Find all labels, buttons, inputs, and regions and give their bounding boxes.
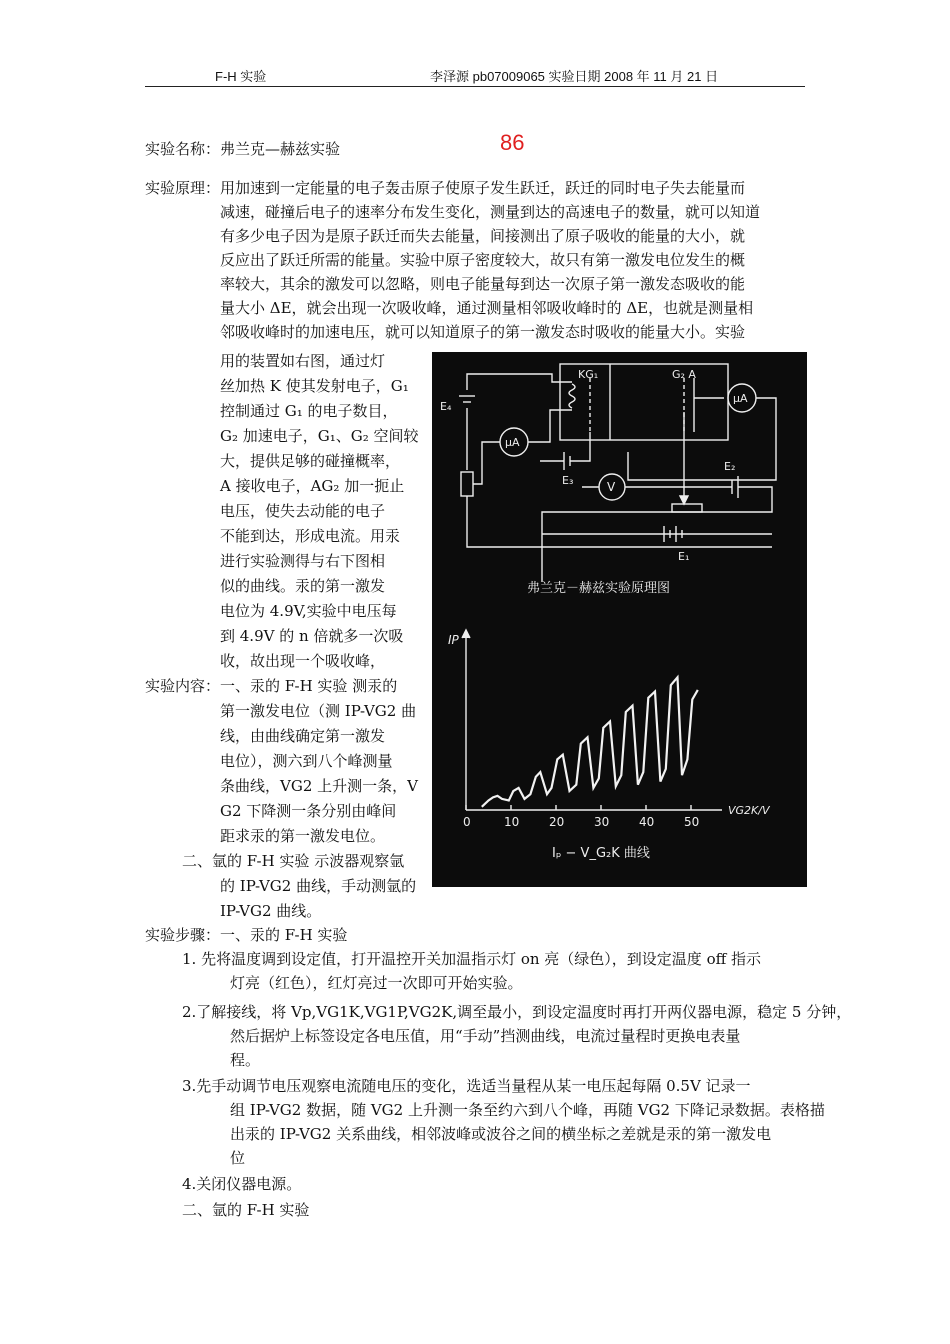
narrow-line-9: 进行实验测得与右下图相	[220, 552, 386, 570]
content-line-6: G2 下降测一条分别由峰间	[220, 802, 397, 820]
content-line-2: 第一激发电位（测 IP-VG2 曲	[220, 702, 417, 720]
wire-bottom	[467, 496, 772, 547]
step-1-line-1: 1. 先将温度调到设定值，打开温控开关加温指示灯 on 亮（绿色），到设定温度 off 指示	[182, 950, 762, 968]
experiment-title: 实验名称：弗兰克—赫兹实验	[145, 140, 341, 158]
filament-coil	[569, 384, 575, 408]
narrow-line-7: 电压，使失去动能的电子	[220, 502, 386, 520]
slider-arrow	[680, 496, 688, 504]
narrow-line-3: 控制通过 G₁ 的电子数目，	[220, 402, 398, 420]
wire-e4-top	[467, 374, 572, 390]
x-tick-label: 50	[684, 815, 700, 829]
step-2-line-3: 程。	[230, 1051, 261, 1069]
meter-v-label: V	[607, 480, 616, 494]
step-3-line-2: 组 IP-VG2 数据，随 VG2 上升测一条至约六到八个峰，再随 VG2 下降记录数据。表格描	[230, 1101, 825, 1119]
x-tick-label: 0	[463, 815, 471, 829]
principle-line-1: 实验原理：用加速到一定能量的电子轰击原子使原子发生跃迁，跃迁的同时电子失去能量而	[145, 179, 746, 197]
meter-anode-label: μA	[733, 392, 748, 405]
slider-resistor	[672, 504, 702, 512]
rheostat	[461, 472, 473, 496]
principle-line-2: 减速，碰撞后电子的速率分布发生变化，测量到达的高速电子的数量，就可以知道	[220, 203, 761, 221]
label-e2: E₂	[724, 460, 736, 473]
step-3-line-3: 出汞的 IP-VG2 关系曲线，相邻波峰或波谷之间的横坐标之差就是汞的第一激发电	[230, 1125, 772, 1143]
content-line-5: 条曲线，VG2 上升测一条，V	[220, 777, 418, 795]
step-1-line-2: 灯亮（红色），红灯亮过一次即可开始实验。	[230, 974, 523, 992]
step-2-line-1: 2.了解接线，将 Vp,VG1K,VG1P,VG2K,调至最小，到设定温度时再打开两仪器电源，稳定 5 分钟，	[182, 1003, 852, 1021]
content-line-1: 实验内容：一、汞的 F-H 实验 测汞的	[145, 677, 398, 695]
x-tick-label: 30	[594, 815, 610, 829]
label-g2a: G₂ A	[672, 368, 696, 381]
circuit-caption: 弗兰克－赫兹实验原理图	[527, 581, 671, 596]
wire-anode-return	[628, 398, 776, 480]
wire-meter-left	[473, 442, 500, 484]
principle-line-5: 率较大，其余的激发可以忽略，则电子能量每到达一次原子第一激发态吸收的能	[220, 275, 746, 293]
narrow-line-8: 不能到达，形成电流。用汞	[220, 527, 401, 545]
narrow-line-1: 用的装置如右图，通过灯	[220, 352, 386, 370]
meter-left-label: μA	[505, 436, 520, 449]
principle-line-4: 反应出了跃迁所需的能量。实验中原子密度较大，故只有第一激发电位发生的概	[220, 251, 746, 269]
score-mark: 86	[500, 130, 525, 155]
content-line-4: 电位），测六到八个峰测量	[220, 752, 393, 770]
step-3-line-1: 3.先手动调节电压观察电流随电压的变化，选适当量程从某一电压起每隔 0.5V 记录一	[182, 1077, 751, 1095]
argon-heading: 二、氩的 F-H 实验	[182, 1201, 310, 1219]
narrow-line-12: 到 4.9V 的 n 倍就多一次吸	[220, 627, 404, 645]
x-tick-label: 10	[504, 815, 520, 829]
narrow-line-5: 大，提供足够的碰撞概率，	[220, 452, 401, 470]
y-axis-arrow	[462, 630, 470, 638]
narrow-line-13: 收，故出现一个吸收峰，	[220, 652, 386, 670]
content-line-8: 二、氩的 F-H 实验 示波器观察氩	[182, 852, 405, 870]
label-e1: E₁	[678, 550, 690, 563]
ip-curve	[482, 677, 698, 807]
principle-line-7: 邻吸收峰时的加速电压，就可以知道原子的第一激发态时吸收的能量大小。实验	[220, 323, 746, 341]
label-e3: E₃	[562, 474, 574, 487]
x-axis-label: VG2K/V	[728, 804, 770, 817]
principle-line-6: 量大小 ΔE，就会出现一次吸收峰，通过测量相邻吸收峰时的 ΔE，也就是测量相	[220, 299, 754, 317]
label-e4: E₄	[440, 400, 452, 413]
content-line-10: IP-VG2 曲线。	[220, 902, 322, 920]
content-line-9: 的 IP-VG2 曲线，手动测氩的	[220, 877, 417, 895]
header-left: F-H 实验	[215, 69, 267, 84]
step-3-line-4: 位	[230, 1149, 246, 1167]
figure-svg	[432, 352, 807, 887]
principle-line-3: 有多少电子因为是原子跃迁而失去能量，间接测出了原子吸收的能量的大小，就	[220, 227, 746, 245]
x-tick-label: 40	[639, 815, 655, 829]
steps-heading: 实验步骤：一、汞的 F-H 实验	[145, 926, 348, 944]
x-tick-label: 20	[549, 815, 565, 829]
y-axis-label: IP	[448, 633, 459, 647]
narrow-line-11: 电位为 4.9V,实验中电压每	[220, 602, 397, 620]
narrow-line-10: 似的曲线。汞的第一激发	[220, 577, 386, 595]
figure-panel	[432, 352, 807, 887]
wire-e3-right	[570, 432, 590, 461]
content-line-3: 线，由曲线确定第一激发	[220, 727, 386, 745]
label-kg1: KG₁	[578, 368, 599, 381]
content-line-7: 距求汞的第一激发电位。	[220, 827, 386, 845]
narrow-line-6: A 接收电子，AG₂ 加一扼止	[220, 477, 405, 495]
wire-meter-left-2	[528, 410, 572, 442]
step-4: 4.关闭仪器电源。	[182, 1175, 302, 1193]
chart-caption: Iₚ − V_G₂K 曲线	[552, 846, 650, 861]
header-right: 李泽源 pb07009065 实验日期 2008 年 11 月 21 日	[430, 69, 719, 84]
step-2-line-2: 然后据炉上标签设定各电压值，用“手动”挡测曲线，电流过量程时更换电表量	[230, 1027, 741, 1045]
narrow-line-4: G₂ 加速电子，G₁、G₂ 空间较	[220, 427, 419, 445]
ip-vg2k-chart	[448, 630, 771, 861]
header-rule	[145, 86, 805, 87]
narrow-line-2: 丝加热 K 使其发射电子，G₁	[220, 377, 409, 395]
x-ticks	[463, 805, 699, 829]
